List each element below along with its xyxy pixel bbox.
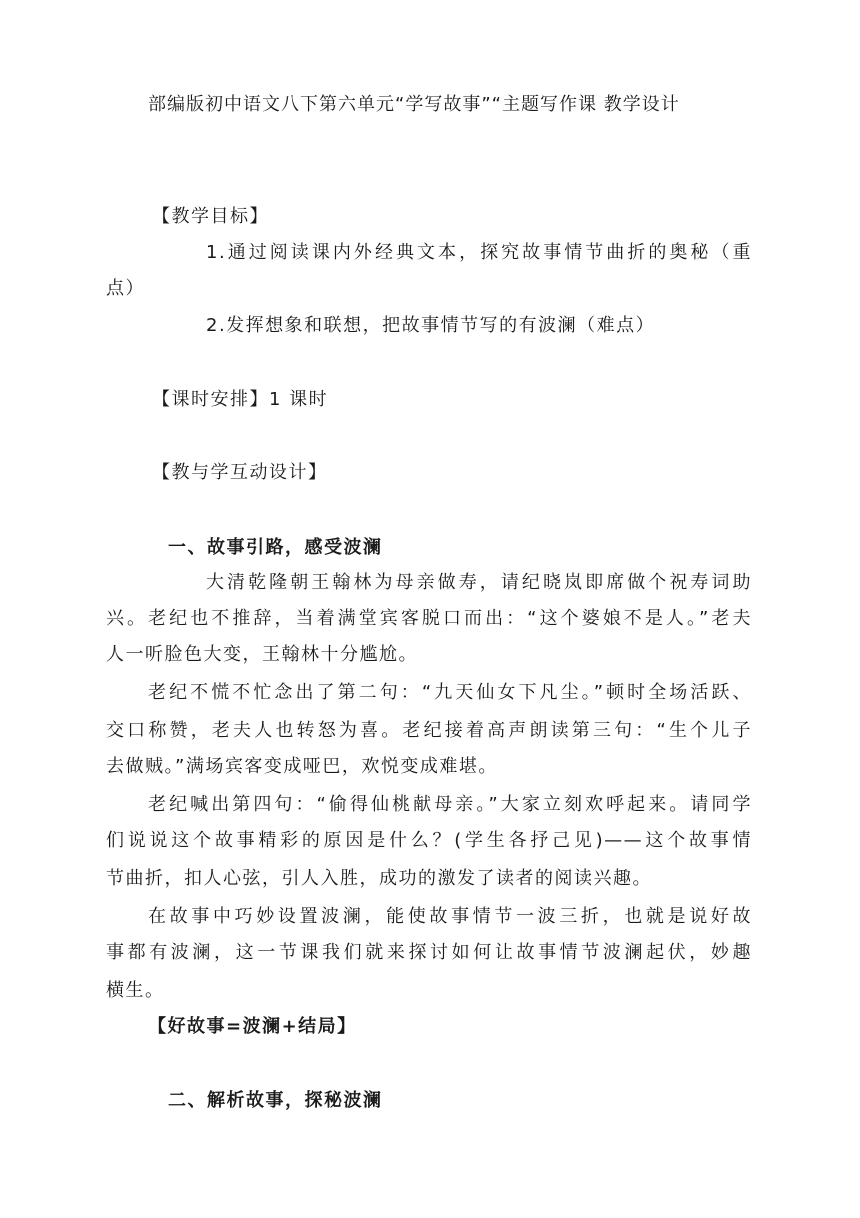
document-title: 部编版初中语文八下第六单元“学写故事”“主题写作课 教学设计 xyxy=(148,94,680,115)
paragraph-2-line-3: 去做贼。”满场宾客变成哑巴，欢悦变成难堪。 xyxy=(106,756,498,777)
section-2-heading: 二、解析故事，探秘波澜 xyxy=(168,1090,383,1111)
paragraph-3-line-2: 们说说这个故事精彩的原因是什么？(学生各抒己见)——这个故事情 xyxy=(106,830,752,851)
objective-2: 2.发挥想象和联想，把故事情节写的有波澜（难点） xyxy=(206,315,656,336)
objective-1-line-2: 点） xyxy=(106,278,145,299)
schedule-line: 【课时安排】1 课时 xyxy=(152,389,329,410)
paragraph-4-line-2: 事都有波澜，这一节课我们就来探讨如何让故事情节波澜起伏，妙趣 xyxy=(106,942,752,963)
objectives-heading: 【教学目标】 xyxy=(152,206,269,227)
paragraph-4-line-1: 在故事中巧妙设置波澜，能使故事情节一波三折，也就是说好故 xyxy=(148,906,752,927)
section-1-heading: 一、故事引路，感受波澜 xyxy=(168,537,383,558)
interaction-heading: 【教与学互动设计】 xyxy=(152,462,328,483)
paragraph-1-line-2: 兴。老纪也不推辞，当着满堂宾客脱口而出：“这个婆娘不是人。”老夫 xyxy=(106,608,752,629)
paragraph-3-line-3: 节曲折，扣人心弦，引人入胜，成功的激发了读者的阅读兴趣。 xyxy=(106,868,652,889)
objective-1-line-1: 1.通过阅读课内外经典文本，探究故事情节曲折的奥秘（重 xyxy=(206,242,752,263)
paragraph-1-line-1: 大清乾隆朝王翰林为母亲做寿，请纪晓岚即席做个祝寿词助 xyxy=(206,572,752,593)
paragraph-4-line-3: 横生。 xyxy=(106,980,165,1001)
formula-line: 【好故事=波澜+结局】 xyxy=(148,1016,357,1037)
paragraph-2-line-1: 老纪不慌不忙念出了第二句：“九天仙女下凡尘。”顿时全场活跃、 xyxy=(148,682,752,703)
paragraph-1-line-3: 人一听脸色大变，王翰林十分尴尬。 xyxy=(106,644,418,665)
paragraph-3-line-1: 老纪喊出第四句：“偷得仙桃献母亲。”大家立刻欢呼起来。请同学 xyxy=(148,794,752,815)
paragraph-2-line-2: 交口称赞，老夫人也转怒为喜。老纪接着高声朗读第三句：“生个儿子 xyxy=(106,720,752,741)
